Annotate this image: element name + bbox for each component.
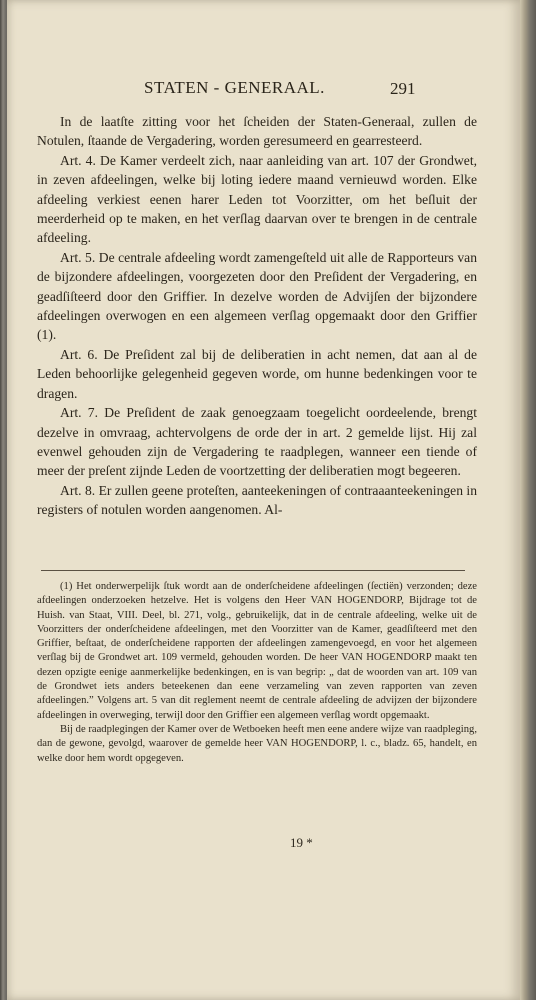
signature-mark: 19 * bbox=[290, 835, 313, 850]
page-number: 291 bbox=[390, 79, 416, 98]
footnote-rule bbox=[41, 570, 465, 571]
footnote-1: (1) Het onderwerpelijk ſtuk wordt aan de onderſcheidene afdeelingen (ſectiën) verzonden; deze afdeelingen onderzoeken hetzelve. Het is volgens den Heer VAN HOGENDORP, Bijdrage tot de Huish. van Staat, VIII. Deel, bl. 271, volg., gebruikelijk, dat in de centrale afdeeling, welke uit de Voorzitters der onderſcheidene afdeelingen, met den Voorzitter van de Kamer, geadſiſteerd met den Griffier, beſtaat, de onderſcheidene rapporten der afdeelingen zamengevoegd, en voor het algemeen verſlag bij de Grondwet art. 109 vermeld, gehouden worden. De heer VAN HOGENDORP maakt ten dezen opzigte eenige aanmerkelijke bedenkingen, en is van begrip: „ dat de woorden van art. 109 van de Grondwet iets anders beteekenen dan eene verzameling van zeven rapporten van zeven afdeelingen.” Volgens art. 5 van dit reglement neemt de centrale afdeeling de advijzen der bijzondere afdeelingen in overweging, terwijl door den Griffier een algemeen verſlag wordt opgemaakt. bbox=[37, 581, 477, 721]
body-text bbox=[37, 112, 477, 520]
footnote-continuation: Bij de raadplegingen der Kamer over de Wetboeken heeft men eene andere wijze van raadpleging, dan de gewone, gevolgd, waarover de gemelde heer VAN HOGENDORP, l. c., bladz. 65, handelt, en welke door hem wordt opgegeven. bbox=[37, 723, 477, 764]
paragraph-art-6: Art. 6. De Preſident zal bij de deliberatien in acht nemen, dat aan al de Leden behoorlijke gelegenheid gegeven worde, om hunne bedenkingen voor te dragen. bbox=[37, 346, 477, 401]
footnotes bbox=[37, 580, 477, 766]
book-page bbox=[7, 0, 520, 1000]
paragraph-art-8: Art. 8. Er zullen geene proteſten, aanteekeningen of contraaanteekeningen in registers of notulen worden aangenomen. Al- bbox=[37, 482, 477, 518]
running-head: STATEN - GENERAAL. bbox=[144, 78, 325, 97]
paragraph-opening: In de laatſte zitting voor het ſcheiden der Staten-Generaal, zullen de Notulen, ſtaande de Vergadering, worden geresumeerd en gearresteerd. bbox=[37, 114, 477, 149]
page-header bbox=[7, 78, 520, 102]
page-edge bbox=[520, 0, 536, 1000]
paragraph-art-4: Art. 4. De Kamer verdeelt zich, naar aanleiding van art. 107 der Grondwet, in zeven afdeelingen, welke bij loting iedere maand vernieuwd worden. Elke afdeeling verkiest eenen harer Leden tot Voorzitter, om het beſluit der meerderheid op te maken, en het verſlag daarvan over te brengen in de centrale afdeeling. bbox=[37, 152, 477, 246]
paragraph-art-5: Art. 5. De centrale afdeeling wordt zamengeſteld uit alle de Rapporteurs van de bijzondere afdeelingen, voorgezeten door den Preſident der Vergadering, en geadſiſteerd door den Griffier. In dezelve worden de Advijſen der bijzondere afdeelingen overwogen en een algemeen verſlag opgemaakt door den Griffier (1). bbox=[37, 249, 477, 343]
paragraph-art-7: Art. 7. De Preſident de zaak genoegzaam toegelicht oordeelende, brengt dezelve in omvraag, achtervolgens de orde der in art. 2 gemelde lijst. Hij zal evenwel gehouden zijn de Vergadering te raadplegen, wanneer een tiende of meer der preſent zijnde Leden de voortzetting der deliberatien mogt begeeren. bbox=[37, 405, 477, 479]
